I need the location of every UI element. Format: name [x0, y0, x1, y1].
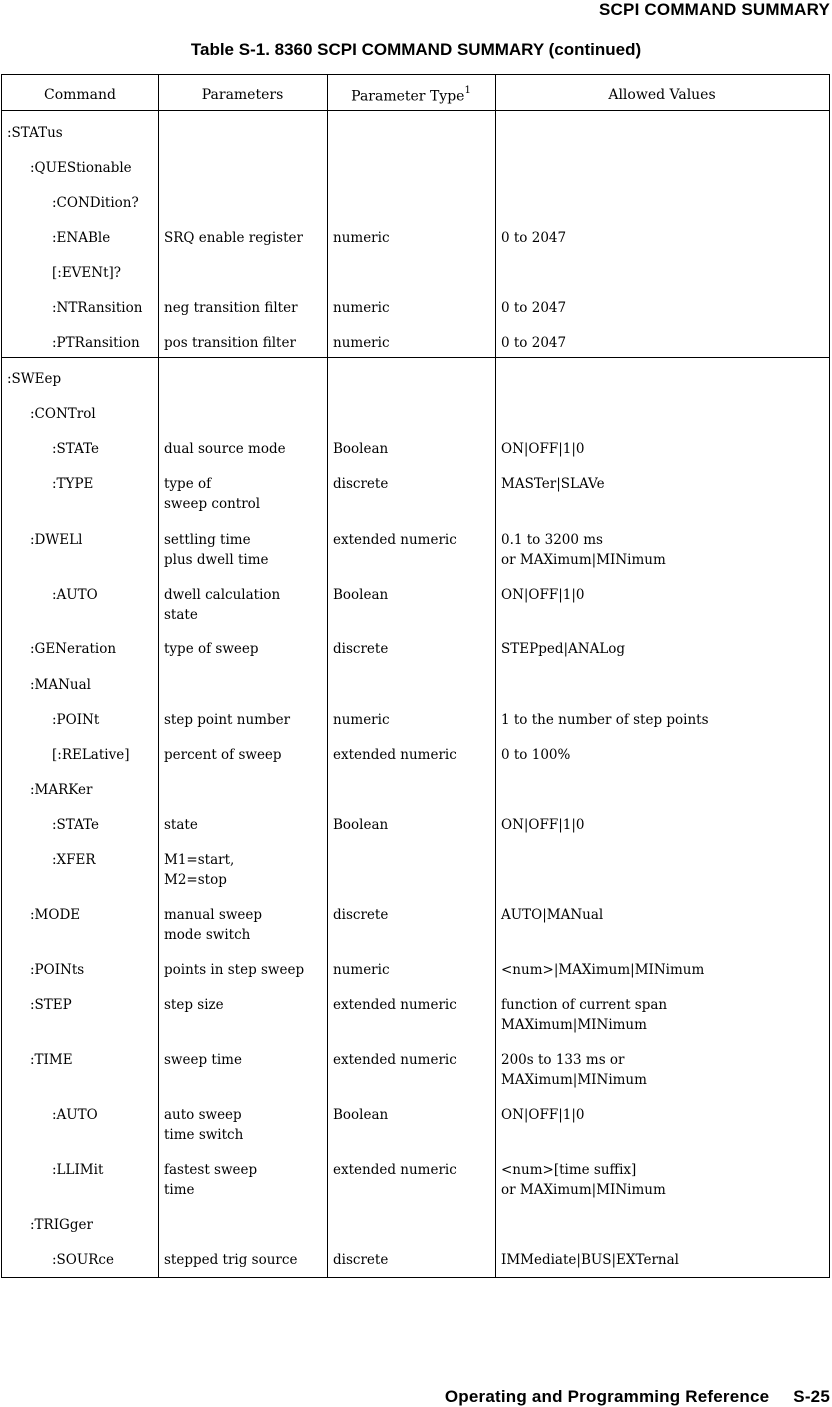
allowed-cell: ON|OFF|1|0 — [501, 1107, 585, 1123]
parameters-line: fastest sweep — [164, 1162, 258, 1178]
allowed-cell — [501, 530, 666, 570]
type-cell: Boolean — [333, 587, 389, 603]
command-cell: :TRIGger — [30, 1217, 93, 1233]
column-divider — [158, 75, 159, 1277]
parameters-cell — [164, 585, 280, 625]
allowed-cell: 0 to 2047 — [501, 335, 567, 351]
allowed-line: 200s to 133 ms or — [501, 1052, 625, 1068]
allowed-cell — [501, 1050, 647, 1090]
command-cell: :STEP — [30, 997, 72, 1013]
allowed-line: MAXimum|MINimum — [501, 1017, 647, 1033]
command-cell: :POINts — [30, 962, 85, 978]
parameters-line: mode switch — [164, 927, 251, 943]
allowed-cell: AUTO|MANual — [501, 907, 604, 923]
type-cell: discrete — [333, 476, 389, 492]
header-allowed-values: Allowed Values — [608, 87, 716, 103]
type-cell: extended numeric — [333, 1052, 457, 1068]
parameters-cell: SRQ enable register — [164, 230, 303, 246]
type-cell: numeric — [333, 712, 390, 728]
allowed-line: 0.1 to 3200 ms — [501, 532, 603, 548]
command-cell: :STATe — [52, 441, 100, 457]
command-cell: :QUEStionable — [30, 160, 132, 176]
allowed-cell — [501, 995, 667, 1035]
parameters-cell — [164, 530, 269, 570]
header-parameter-type-label: Parameter Type — [351, 88, 465, 105]
parameters-line: state — [164, 607, 198, 623]
parameters-line: M2=stop — [164, 872, 227, 888]
command-cell: :ENABle — [52, 230, 111, 246]
command-cell: :STATe — [52, 817, 100, 833]
allowed-line: or MAXimum|MINimum — [501, 1182, 666, 1198]
type-cell: Boolean — [333, 817, 389, 833]
allowed-line: MAXimum|MINimum — [501, 1072, 647, 1088]
command-cell: :GENeration — [30, 641, 117, 657]
parameters-line: manual sweep — [164, 907, 263, 923]
header-parameters: Parameters — [201, 87, 284, 103]
parameters-cell — [164, 474, 260, 514]
parameters-cell — [164, 1160, 257, 1200]
command-cell: :XFER — [52, 852, 96, 868]
command-cell: :MANual — [30, 677, 91, 693]
header-rule — [2, 110, 829, 111]
parameters-cell: stepped trig source — [164, 1252, 298, 1268]
allowed-cell — [501, 1160, 666, 1200]
allowed-cell: MASTer|SLAVe — [501, 476, 605, 492]
command-cell: :MARKer — [30, 782, 93, 798]
allowed-cell: 0 to 2047 — [501, 300, 567, 316]
command-cell: :DWELl — [30, 532, 83, 548]
parameters-line: auto sweep — [164, 1107, 242, 1123]
type-cell: discrete — [333, 907, 389, 923]
command-cell: :PTRansition — [52, 335, 140, 351]
command-cell: [:RELative] — [52, 747, 130, 763]
allowed-cell: STEPped|ANALog — [501, 641, 626, 657]
allowed-cell: ON|OFF|1|0 — [501, 441, 585, 457]
command-cell: [:EVENt]? — [52, 265, 122, 281]
header-command: Command — [43, 87, 117, 103]
type-cell: numeric — [333, 230, 390, 246]
type-cell: numeric — [333, 335, 390, 351]
parameters-line: settling time — [164, 532, 251, 548]
type-cell: extended numeric — [333, 747, 457, 763]
command-cell: :TIME — [30, 1052, 73, 1068]
allowed-cell: <num>|MAXimum|MINimum — [501, 962, 705, 978]
table-title: Table S-1. 8360 SCPI COMMAND SUMMARY (continued) — [190, 40, 642, 59]
command-summary-table — [1, 74, 830, 1278]
column-divider — [327, 75, 328, 1277]
parameters-cell: step size — [164, 997, 224, 1013]
header-parameter-type — [327, 87, 495, 105]
page-number: S-25 — [793, 1387, 830, 1406]
footnote-marker: 1 — [464, 85, 471, 96]
parameters-line: sweep control — [164, 496, 261, 512]
parameters-line: time — [164, 1182, 195, 1198]
type-cell: numeric — [333, 962, 390, 978]
type-cell: discrete — [333, 641, 389, 657]
parameters-cell: state — [164, 817, 198, 833]
type-cell: extended numeric — [333, 532, 457, 548]
command-cell: :TYPE — [52, 476, 94, 492]
command-cell: :MODE — [30, 907, 81, 923]
parameters-cell: percent of sweep — [164, 747, 282, 763]
parameters-cell — [164, 850, 234, 890]
parameters-cell: dual source mode — [164, 441, 286, 457]
parameters-cell: sweep time — [164, 1052, 242, 1068]
parameters-cell: step point number — [164, 712, 291, 728]
allowed-line: function of current span — [501, 997, 668, 1013]
column-divider — [495, 75, 496, 1277]
command-cell: :SOURce — [52, 1252, 114, 1268]
parameters-cell: neg transition filter — [164, 300, 298, 316]
command-cell: :SWEep — [7, 371, 62, 387]
command-cell: :AUTO — [52, 587, 98, 603]
command-cell: :CONDition? — [52, 195, 139, 211]
footer-section-title: Operating and Programming Reference — [444, 1387, 770, 1406]
allowed-line: <num>[time suffix] — [501, 1162, 637, 1178]
parameters-cell: type of sweep — [164, 641, 259, 657]
command-cell: :LLIMit — [52, 1162, 104, 1178]
type-cell: Boolean — [333, 441, 389, 457]
parameters-cell: pos transition filter — [164, 335, 296, 351]
type-cell: extended numeric — [333, 1162, 457, 1178]
command-cell: :NTRansition — [52, 300, 143, 316]
allowed-cell: ON|OFF|1|0 — [501, 817, 585, 833]
allowed-cell: IMMediate|BUS|EXTernal — [501, 1252, 679, 1268]
command-cell: :CONTrol — [30, 406, 96, 422]
allowed-cell: 0 to 100% — [501, 747, 571, 763]
command-cell: :STATus — [7, 125, 63, 141]
type-cell: extended numeric — [333, 997, 457, 1013]
type-cell: Boolean — [333, 1107, 389, 1123]
allowed-cell: 1 to the number of step points — [501, 712, 709, 728]
allowed-line: or MAXimum|MINimum — [501, 552, 666, 568]
parameters-line: M1=start, — [164, 852, 235, 868]
parameters-cell — [164, 1105, 243, 1145]
parameters-cell — [164, 905, 262, 945]
page-footer — [445, 1387, 830, 1407]
parameters-line: dwell calculation — [164, 587, 281, 603]
type-cell: discrete — [333, 1252, 389, 1268]
command-cell: :AUTO — [52, 1107, 98, 1123]
running-head: SCPI COMMAND SUMMARY — [599, 0, 830, 19]
allowed-cell: ON|OFF|1|0 — [501, 587, 585, 603]
parameters-line: plus dwell time — [164, 552, 269, 568]
section-rule — [2, 357, 829, 358]
allowed-cell: 0 to 2047 — [501, 230, 567, 246]
parameters-line: time switch — [164, 1127, 244, 1143]
parameters-line: type of — [164, 476, 212, 492]
command-cell: :POINt — [52, 712, 100, 728]
parameters-cell: points in step sweep — [164, 962, 305, 978]
type-cell: numeric — [333, 300, 390, 316]
